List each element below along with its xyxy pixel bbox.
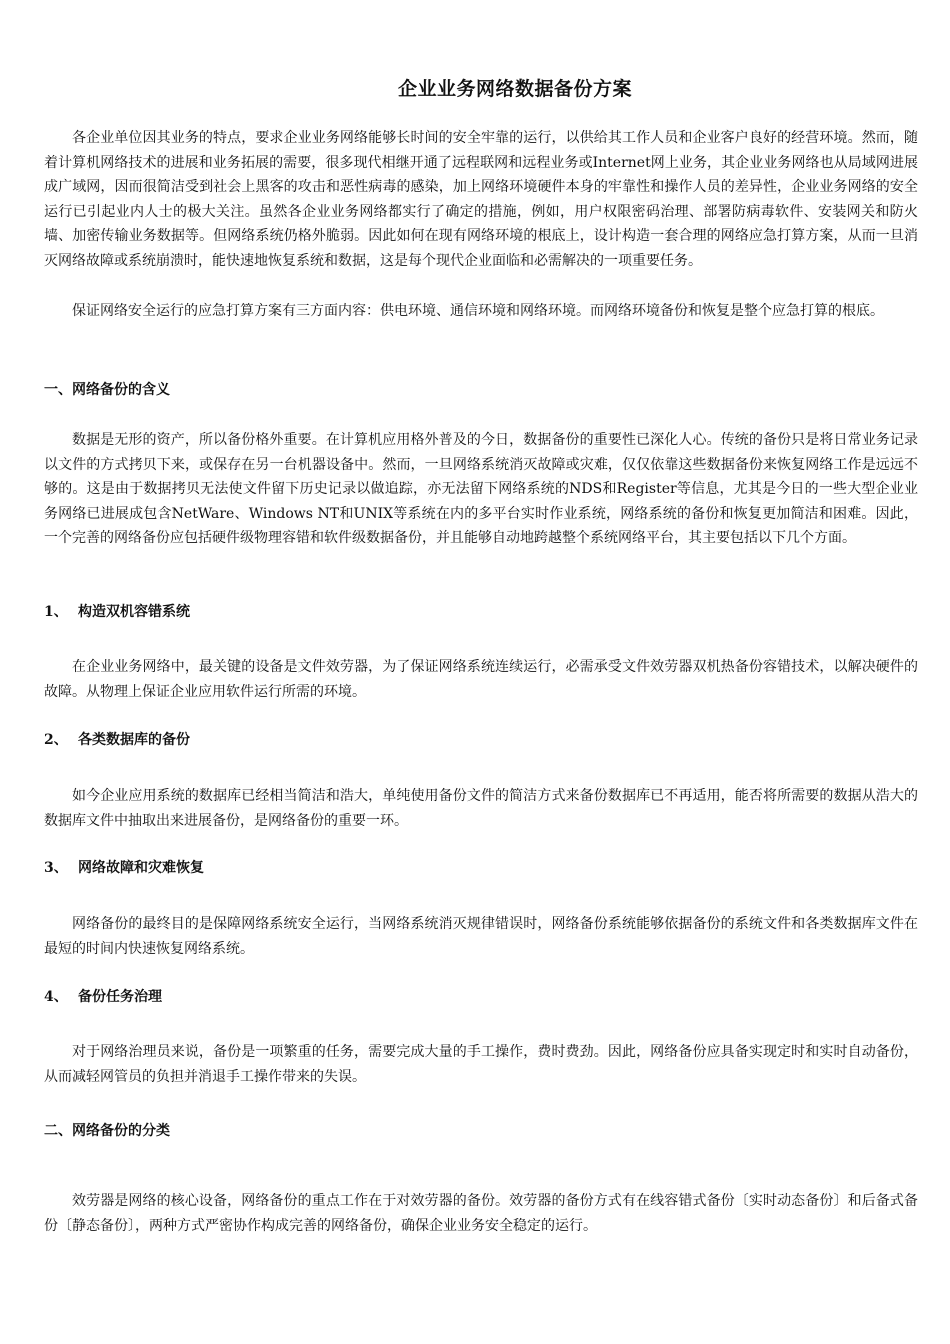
subsection-dual-machine-paragraph: 在企业业务网络中，最关键的设备是文件效劳器，为了保证网络系统连续运行，必需承受文件效劳器双机热备份容错技术，以解决硬件的故障。从物理上保证企业应用软件运行所需的环境。 (44, 659, 918, 700)
section-heading-meaning: 一、网络备份的含义 (44, 382, 170, 398)
subsection-disaster-recovery-paragraph: 网络备份的最终目的是保障网络系统安全运行，当网络系统消灭规律错误时，网络备份系统能够依据备份的系统文件和各类数据库文件在最短的时间内快速恢复网络系统。 (44, 916, 918, 957)
subsection-title: 构造双机容错系统 (78, 604, 190, 620)
document-title: 企业业务网络数据备份方案 (398, 78, 633, 100)
subsection-number: 1、 (44, 604, 68, 620)
subsection-task-management-paragraph: 对于网络治理员来说，备份是一项繁重的任务，需要完成大量的手工操作，费时费劲。因此，网络备份应具备实现定时和实时自动备份，从而减轻网管员的负担并消退手工操作带来的失误。 (44, 1044, 918, 1085)
subsection-title: 网络故障和灾难恢复 (78, 860, 204, 876)
subsection-number: 2、 (44, 732, 68, 748)
subsection-number: 4、 (44, 989, 68, 1005)
subsection-title: 各类数据库的备份 (78, 732, 190, 748)
intro-paragraph-1: 各企业单位因其业务的特点，要求企业业务网络能够长时间的安全牢靠的运行，以供给其工作人员和企业客户良好的经营环境。然而，随着计算机网络技术的进展和业务拓展的需要，很多现代相继开通了远程联网和远程业务或Internet网上业务，其企业业务网络也从局域网进展成广域网，因而很简洁受到社会上黑客的攻击和恶性病毒的感染，加上网络环境硬件本身的牢靠性和操作人员的差异性，企业业务网络的安全运行已引起业内人士的极大关注。虽然各企业业务网络都实行了确定的措施，例如，用户权限密码治理、部署防病毒软件、安装网关和防火墙、加密传输业务数据等。但网络系统仍格外脆弱。因此如何在现有网络环境的根底上，设计构造一套合理的网络应急打算方案，从而一旦消灭网络故障或系统崩溃时，能快速地恢复系统和数据，这是每个现代企业面临和必需解决的一项重要任务。 (44, 130, 918, 269)
section-classification-paragraph: 效劳器是网络的核心设备，网络备份的重点工作在于对效劳器的备份。效劳器的备份方式有在线容错式备份〔实时动态备份〕和后备式备份〔静态备份〕，两种方式严密协作构成完善的网络备份，确保企业业务安全稳定的运行。 (44, 1193, 918, 1234)
subsection-heading-disaster-recovery (44, 857, 204, 877)
subsection-heading-dual-machine (44, 601, 190, 621)
subsection-heading-task-management (44, 986, 162, 1006)
section-heading-classification: 二、网络备份的分类 (44, 1123, 170, 1139)
subsection-number: 3、 (44, 860, 68, 876)
subsection-database-backup-paragraph: 如今企业应用系统的数据库已经相当简洁和浩大，单纯使用备份文件的简洁方式来备份数据库已不再适用，能否将所需要的数据从浩大的数据库文件中抽取出来进展备份，是网络备份的重要一环。 (44, 788, 918, 829)
subsection-title: 备份任务治理 (78, 989, 162, 1005)
section-meaning-paragraph: 数据是无形的资产，所以备份格外重要。在计算机应用格外普及的今日，数据备份的重要性已深化人心。传统的备份只是将日常业务记录以文件的方式拷贝下来，或保存在另一台机器设备中。然而，一旦网络系统消灭故障或灾难，仅仅依靠这些数据备份来恢复网络工作是远远不够的。这是由于数据拷贝无法使文件留下历史记录以做追踪，亦无法留下网络系统的NDS和Register等信息，尤其是今日的一些大型企业业务网络已进展成包含NetWare、Windows NT和UNIX等系统在内的多平台实时作业系统，网络系统的备份和恢复更加简洁和困难。因此，一个完善的网络备份应包括硬件级物理容错和软件级数据备份，并且能够自动地跨越整个系统网络平台，其主要包括以下几个方面。 (44, 432, 918, 546)
intro-paragraph-2: 保证网络安全运行的应急打算方案有三方面内容：供电环境、通信环境和网络环境。而网络环境备份和恢复是整个应急打算的根底。 (72, 303, 884, 319)
subsection-heading-database-backup (44, 729, 190, 749)
